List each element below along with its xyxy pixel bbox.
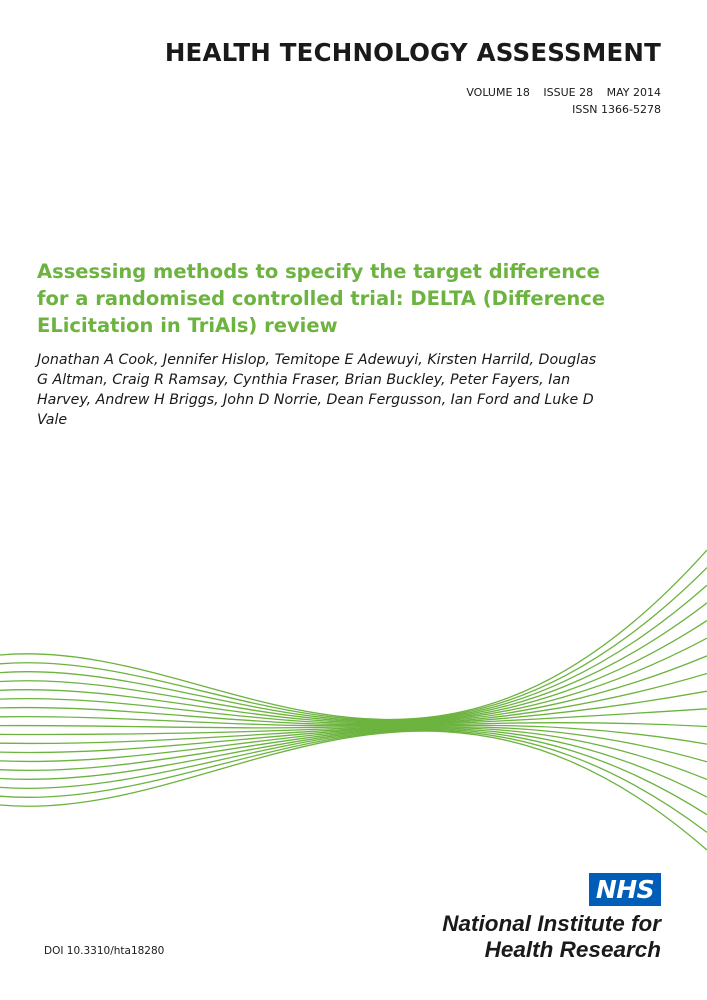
issue-line bbox=[456, 86, 661, 99]
author-list: Jonathan A Cook, Jennifer Hislop, Temitope E Adewuyi, Kirsten Harrild, Douglas G Altman, Craig R Ramsay, Cynthia Fraser, Brian Buckley, Peter Fayers, Ian Harvey, Andrew H Briggs, John D Norrie, Dean Fergusson, Ian Ford and Luke D Vale bbox=[37, 352, 597, 428]
wave-line bbox=[0, 568, 707, 721]
wave-line bbox=[0, 656, 707, 725]
wave-line bbox=[0, 638, 707, 723]
nihr-wordmark bbox=[442, 911, 661, 963]
issn-label: ISSN 1366-5278 bbox=[572, 103, 661, 116]
doi-label: DOI 10.3310/hta18280 bbox=[44, 945, 165, 957]
wave-line bbox=[0, 729, 707, 797]
article-title: Assessing methods to specify the target difference for a randomised controlled trial: DELTA (Difference ELicitation in TriAls) review bbox=[37, 260, 606, 337]
institute-line-2: Health Research bbox=[484, 937, 661, 962]
nhs-logo: NHS bbox=[589, 873, 661, 906]
volume-label: VOLUME 18 bbox=[466, 86, 530, 99]
institute-line-1: National Institute for bbox=[442, 911, 661, 936]
journal-title: HEALTH TECHNOLOGY ASSESSMENT bbox=[164, 38, 661, 67]
issue-label: ISSUE 28 bbox=[543, 86, 594, 99]
date-label: MAY 2014 bbox=[606, 86, 661, 99]
wave-decoration bbox=[0, 540, 707, 870]
